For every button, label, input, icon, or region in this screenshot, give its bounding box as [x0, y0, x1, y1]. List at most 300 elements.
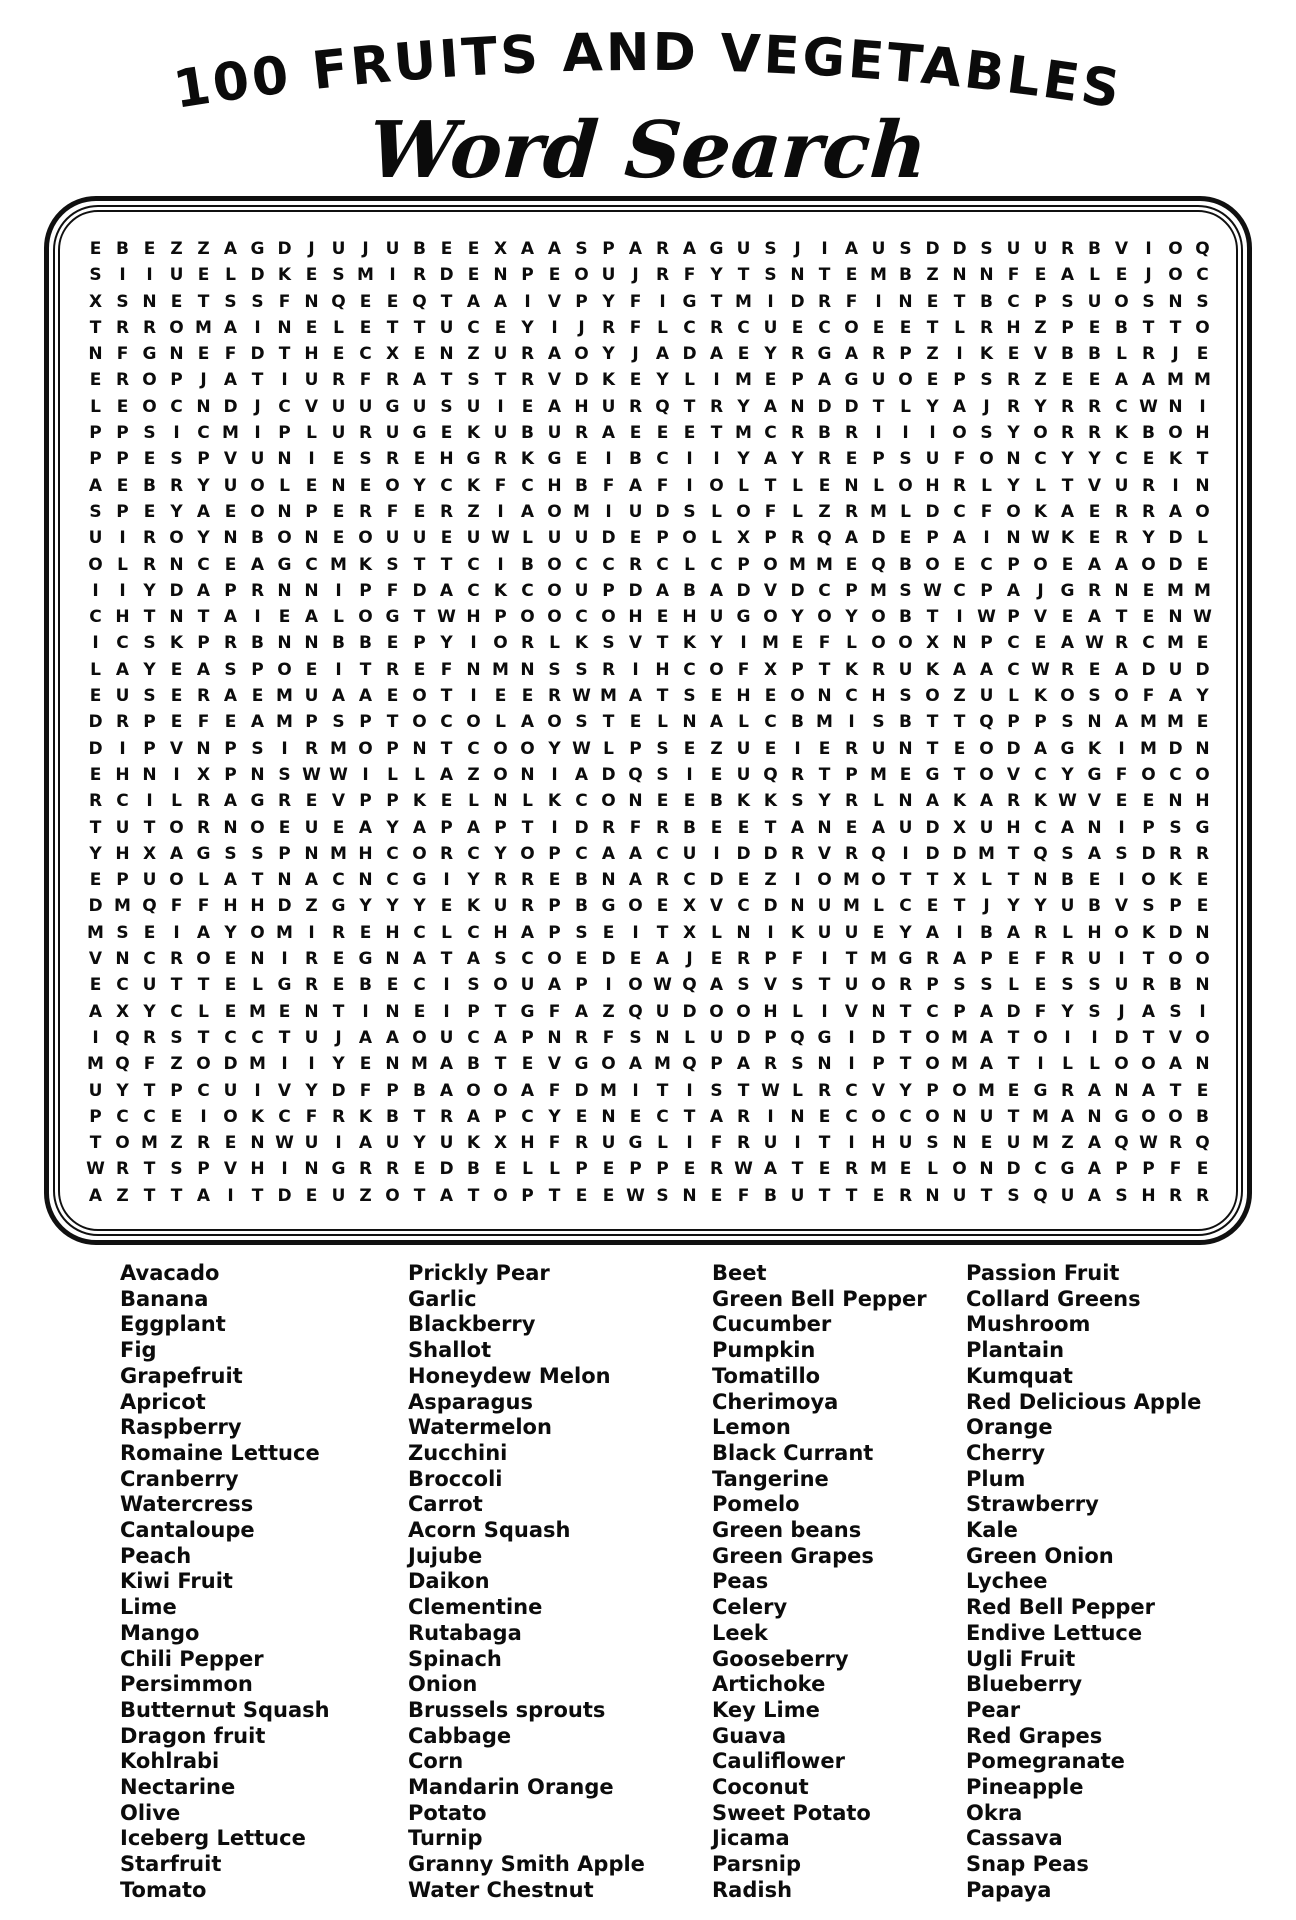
- grid-cell: D: [1006, 738, 1021, 759]
- grid-cell: I: [983, 528, 990, 549]
- grid-cell: E: [332, 501, 345, 522]
- grid-cell: S: [440, 396, 453, 417]
- grid-cell: D: [709, 870, 724, 891]
- grid-cell: D: [817, 396, 832, 417]
- grid-cell: G: [817, 344, 832, 365]
- grid-cell: Y: [1196, 686, 1209, 707]
- grid-cell: S: [575, 922, 588, 943]
- grid-cell: P: [1142, 1159, 1155, 1180]
- grid-cell: C: [953, 580, 966, 601]
- grid-cell: L: [522, 528, 533, 549]
- grid-cell: O: [1195, 501, 1210, 522]
- grid-cell: F: [548, 1001, 561, 1022]
- grid-cell: O: [736, 501, 751, 522]
- grid-cell: O: [1141, 1106, 1156, 1127]
- grid-cell: N: [277, 501, 292, 522]
- grid-cell: R: [817, 291, 832, 312]
- grid-cell: E: [1142, 449, 1155, 470]
- grid-cell: F: [548, 1080, 561, 1101]
- grid-cell: E: [629, 1106, 642, 1127]
- grid-cell: D: [682, 344, 697, 365]
- grid-cell: S: [251, 738, 264, 759]
- grid-cell: O: [493, 738, 508, 759]
- grid-cell: P: [602, 580, 615, 601]
- grid-cell: Z: [1034, 370, 1047, 391]
- grid-cell: Q: [115, 1054, 130, 1075]
- grid-cell: S: [764, 265, 777, 286]
- grid-cell: I: [713, 370, 720, 391]
- grid-cell: C: [575, 843, 588, 864]
- grid-cell: N: [817, 1054, 832, 1075]
- word-item: Leek: [712, 1620, 768, 1645]
- grid-cell: O: [250, 475, 265, 496]
- grid-cell: T: [1196, 449, 1209, 470]
- grid-cell: O: [385, 475, 400, 496]
- grid-cell: N: [277, 580, 292, 601]
- grid-cell: F: [845, 291, 858, 312]
- word-item: Sweet Potato: [712, 1800, 871, 1825]
- grid-cell: O: [628, 896, 643, 917]
- grid-cell: S: [1088, 975, 1101, 996]
- grid-cell: E: [467, 239, 480, 259]
- grid-cell: A: [1168, 1054, 1183, 1075]
- grid-cell: I: [254, 607, 261, 628]
- grid-cell: P: [980, 949, 993, 970]
- grid-cell: J: [632, 265, 639, 286]
- grid-cell: V: [304, 396, 319, 417]
- grid-cell: N: [88, 344, 103, 365]
- grid-cell: V: [763, 580, 778, 601]
- grid-cell: I: [308, 449, 315, 470]
- grid-cell: A: [763, 1159, 778, 1180]
- grid-cell: L: [333, 607, 344, 628]
- grid-cell: R: [790, 423, 805, 444]
- grid-cell: N: [1087, 817, 1102, 838]
- grid-cell: T: [440, 686, 453, 707]
- grid-cell: D: [250, 344, 265, 365]
- word-column-4: [966, 1261, 1251, 1904]
- grid-cell: R: [871, 659, 886, 680]
- grid-cell: L: [306, 423, 317, 444]
- grid-cell: A: [574, 1001, 589, 1022]
- grid-cell: S: [143, 686, 156, 707]
- grid-cell: S: [1061, 975, 1074, 996]
- grid-cell: Q: [871, 843, 886, 864]
- grid-cell: I: [254, 423, 261, 444]
- grid-cell: L: [549, 633, 560, 654]
- grid-cell: O: [1141, 1054, 1156, 1075]
- grid-cell: O: [466, 1080, 481, 1101]
- grid-cell: F: [548, 1133, 561, 1154]
- grid-cell: K: [1033, 791, 1048, 812]
- grid-cell: C: [1034, 817, 1047, 838]
- grid-cell: I: [686, 1080, 693, 1101]
- grid-cell: O: [574, 344, 589, 365]
- grid-cell: T: [656, 633, 669, 654]
- grid-cell: Y: [1007, 475, 1020, 496]
- grid-cell: O: [601, 1054, 616, 1075]
- grid-cell: N: [277, 449, 292, 470]
- grid-cell: Y: [1061, 449, 1074, 470]
- grid-cell: K: [1060, 528, 1075, 549]
- grid-cell: T: [683, 396, 696, 417]
- grid-cell: K: [1033, 686, 1048, 707]
- grid-cell: L: [522, 791, 533, 812]
- grid-cell: C: [1115, 449, 1128, 470]
- grid-cell: Y: [143, 580, 156, 601]
- grid-cell: E: [386, 975, 399, 996]
- grid-cell: G: [1033, 1080, 1048, 1101]
- grid-cell: Y: [710, 265, 723, 286]
- grid-cell: T: [764, 817, 777, 838]
- grid-cell: E: [575, 1106, 588, 1127]
- grid-cell: R: [1060, 396, 1075, 417]
- grid-cell: A: [763, 449, 778, 470]
- grid-cell: L: [873, 896, 884, 917]
- grid-cell: A: [547, 344, 562, 365]
- grid-cell: M: [1167, 370, 1184, 391]
- grid-cell: D: [871, 1027, 886, 1048]
- grid-cell: R: [115, 317, 130, 338]
- grid-cell: L: [90, 659, 101, 680]
- grid-cell: B: [1088, 239, 1101, 259]
- word-item: Snap Peas: [966, 1852, 1089, 1877]
- grid-cell: W: [923, 580, 942, 601]
- grid-cell: E: [332, 449, 345, 470]
- grid-cell: E: [683, 423, 696, 444]
- grid-cell: T: [1007, 1054, 1020, 1075]
- grid-cell: O: [547, 580, 562, 601]
- grid-cell: C: [467, 317, 480, 338]
- grid-cell: C: [1007, 633, 1020, 654]
- grid-cell: E: [224, 501, 237, 522]
- grid-cell: R: [655, 870, 670, 891]
- grid-cell: U: [1114, 475, 1129, 496]
- grid-cell: I: [119, 738, 126, 759]
- grid-cell: U: [871, 239, 886, 259]
- grid-cell: O: [844, 317, 859, 338]
- word-list-section: [0, 1261, 1296, 1916]
- grid-cell: T: [1007, 1106, 1020, 1127]
- grid-cell: Y: [737, 449, 750, 470]
- grid-cell: T: [413, 1106, 426, 1127]
- grid-cell: C: [737, 896, 750, 917]
- grid-cell: R: [817, 1080, 832, 1101]
- grid-cell: B: [575, 475, 588, 496]
- grid-cell: I: [632, 1080, 639, 1101]
- grid-cell: I: [794, 738, 801, 759]
- grid-cell: A: [1033, 738, 1048, 759]
- grid-cell: Z: [602, 1001, 615, 1022]
- grid-cell: N: [1114, 580, 1129, 601]
- grid-cell: N: [439, 344, 454, 365]
- word-item: Cranberry: [120, 1466, 239, 1491]
- grid-cell: R: [520, 344, 535, 365]
- grid-cell: I: [956, 922, 963, 943]
- grid-cell: R: [1006, 370, 1021, 391]
- grid-cell: O: [898, 633, 913, 654]
- grid-cell: M: [330, 738, 347, 759]
- grid-cell: U: [331, 396, 346, 417]
- grid-cell: R: [952, 475, 967, 496]
- grid-cell: Q: [763, 764, 778, 785]
- word-item: Water Chestnut: [408, 1877, 594, 1902]
- grid-cell: U: [223, 475, 238, 496]
- grid-cell: G: [277, 975, 292, 996]
- grid-cell: A: [223, 791, 238, 812]
- grid-cell: T: [737, 1080, 750, 1101]
- grid-cell: P: [521, 1185, 534, 1206]
- grid-cell: A: [1087, 1159, 1102, 1180]
- grid-cell: Y: [89, 843, 102, 864]
- grid-cell: I: [443, 1001, 450, 1022]
- grid-cell: Y: [494, 843, 507, 864]
- grid-cell: E: [899, 764, 912, 785]
- grid-cell: U: [88, 1080, 103, 1101]
- grid-cell: A: [601, 423, 616, 444]
- grid-cell: C: [1034, 449, 1047, 470]
- word-item: Iceberg Lettuce: [120, 1826, 306, 1851]
- puzzle-frame: [44, 196, 1252, 1245]
- grid-cell: M: [654, 1054, 671, 1075]
- grid-cell: X: [115, 1001, 130, 1022]
- grid-cell: R: [844, 791, 859, 812]
- grid-cell: I: [551, 317, 558, 338]
- grid-cell: R: [1168, 843, 1183, 864]
- grid-cell: E: [1142, 607, 1155, 628]
- grid-cell: R: [358, 501, 373, 522]
- grid-cell: T: [899, 1001, 912, 1022]
- grid-cell: C: [413, 975, 426, 996]
- grid-cell: D: [439, 265, 454, 286]
- grid-cell: Y: [899, 1080, 912, 1101]
- grid-cell: A: [1087, 554, 1102, 575]
- word-item: Olive: [120, 1800, 181, 1825]
- grid-cell: A: [223, 686, 238, 707]
- grid-cell: B: [683, 580, 696, 601]
- grid-cell: X: [682, 922, 697, 943]
- grid-cell: O: [1195, 764, 1210, 785]
- grid-cell: C: [278, 1106, 291, 1127]
- grid-cell: U: [898, 659, 913, 680]
- grid-cell: L: [954, 317, 965, 338]
- grid-cell: J: [200, 370, 207, 391]
- grid-cell: G: [142, 344, 157, 365]
- grid-cell: I: [902, 423, 909, 444]
- grid-cell: A: [979, 791, 994, 812]
- grid-cell: E: [1196, 344, 1209, 365]
- grid-cell: L: [738, 712, 749, 733]
- grid-cell: E: [440, 896, 453, 917]
- grid-cell: O: [412, 843, 427, 864]
- grid-cell: I: [686, 449, 693, 470]
- grid-cell: M: [222, 423, 239, 444]
- grid-cell: P: [116, 423, 129, 444]
- grid-cell: P: [1007, 607, 1020, 628]
- grid-cell: M: [735, 423, 752, 444]
- grid-cell: X: [142, 843, 157, 864]
- grid-cell: M: [141, 1133, 158, 1154]
- grid-cell: E: [224, 1001, 237, 1022]
- grid-cell: A: [628, 870, 643, 891]
- grid-cell: G: [898, 949, 913, 970]
- grid-cell: H: [1087, 922, 1102, 943]
- grid-cell: D: [574, 817, 589, 838]
- grid-cell: Y: [467, 870, 480, 891]
- grid-cell: N: [790, 896, 805, 917]
- grid-cell: U: [412, 396, 427, 417]
- grid-cell: V: [817, 843, 832, 864]
- grid-cell: U: [358, 396, 373, 417]
- grid-cell: C: [818, 317, 831, 338]
- grid-cell: C: [926, 1001, 939, 1022]
- grid-cell: Y: [899, 922, 912, 943]
- grid-cell: T: [926, 317, 939, 338]
- grid-cell: D: [1006, 1001, 1021, 1022]
- grid-cell: M: [843, 870, 860, 891]
- grid-cell: S: [575, 239, 588, 259]
- grid-cell: N: [898, 291, 913, 312]
- grid-cell: A: [358, 1133, 373, 1154]
- grid-cell: U: [1087, 291, 1102, 312]
- grid-cell: S: [1142, 896, 1155, 917]
- word-item: Pineapple: [966, 1775, 1084, 1800]
- word-item: Brussels sprouts: [408, 1697, 606, 1722]
- grid-cell: G: [250, 239, 265, 259]
- grid-cell: E: [170, 659, 183, 680]
- grid-cell: N: [1087, 712, 1102, 733]
- word-item: Lychee: [966, 1569, 1048, 1594]
- grid-cell: O: [520, 607, 535, 628]
- grid-cell: C: [845, 686, 858, 707]
- grid-cell: U: [952, 1185, 967, 1206]
- grid-cell: C: [1034, 1159, 1047, 1180]
- grid-cell: W: [572, 686, 591, 707]
- grid-cell: E: [845, 265, 858, 286]
- grid-cell: U: [466, 396, 481, 417]
- grid-cell: R: [88, 791, 103, 812]
- grid-cell: E: [305, 1185, 318, 1206]
- grid-cell: U: [331, 1185, 346, 1206]
- word-item: Okra: [966, 1800, 1023, 1825]
- grid-cell: C: [899, 1106, 912, 1127]
- grid-cell: A: [1114, 712, 1129, 733]
- grid-cell: D: [1168, 922, 1183, 943]
- grid-cell: U: [304, 370, 319, 391]
- grid-cell: J: [983, 396, 990, 417]
- grid-cell: E: [1061, 370, 1074, 391]
- grid-cell: K: [277, 265, 292, 286]
- grid-cell: L: [792, 1080, 803, 1101]
- grid-cell: V: [1168, 1027, 1183, 1048]
- word-item: Peas: [712, 1569, 769, 1594]
- grid-cell: A: [925, 922, 940, 943]
- grid-cell: J: [983, 896, 990, 917]
- title-text: 100 FRUITS AND VEGETABLES: [169, 22, 1127, 121]
- word-item: Spinach: [408, 1646, 502, 1671]
- word-item: Green Onion: [966, 1543, 1114, 1568]
- grid-cell: Z: [764, 870, 777, 891]
- grid-cell: C: [656, 554, 669, 575]
- grid-cell: E: [764, 370, 777, 391]
- grid-cell: U: [115, 817, 130, 838]
- grid-cell: S: [980, 423, 993, 444]
- grid-cell: E: [89, 686, 102, 707]
- grid-cell: O: [601, 607, 616, 628]
- grid-cell: E: [251, 686, 264, 707]
- grid-cell: N: [655, 1027, 670, 1048]
- grid-cell: A: [1087, 607, 1102, 628]
- word-item: Papaya: [966, 1877, 1052, 1902]
- grid-cell: L: [684, 370, 695, 391]
- word-item: Avacado: [120, 1260, 220, 1285]
- grid-cell: I: [362, 1001, 369, 1022]
- grid-cell: F: [1169, 1159, 1182, 1180]
- word-item: Turnip: [408, 1826, 483, 1851]
- grid-cell: R: [601, 659, 616, 680]
- grid-cell: A: [763, 396, 778, 417]
- grid-cell: A: [493, 1027, 508, 1048]
- grid-cell: M: [870, 1159, 887, 1180]
- grid-cell: Y: [1007, 896, 1020, 917]
- grid-cell: L: [522, 1159, 533, 1180]
- grid-cell: I: [929, 423, 936, 444]
- grid-cell: A: [979, 1001, 994, 1022]
- grid-cell: F: [1007, 265, 1020, 286]
- grid-cell: H: [1195, 423, 1210, 444]
- grid-cell: T: [845, 949, 858, 970]
- grid-cell: P: [791, 659, 804, 680]
- grid-cell: T: [494, 1054, 507, 1075]
- grid-cell: E: [1088, 528, 1101, 549]
- grid-cell: E: [224, 949, 237, 970]
- grid-cell: C: [1115, 396, 1128, 417]
- grid-cell: A: [979, 659, 994, 680]
- grid-cell: I: [254, 317, 261, 338]
- grid-cell: W: [1031, 528, 1050, 549]
- grid-cell: P: [1034, 291, 1047, 312]
- grid-cell: I: [92, 580, 99, 601]
- grid-cell: Y: [818, 791, 831, 812]
- grid-cell: P: [224, 738, 237, 759]
- grid-cell: A: [1006, 580, 1021, 601]
- grid-cell: C: [467, 843, 480, 864]
- grid-cell: K: [169, 633, 184, 654]
- grid-cell: H: [250, 1159, 265, 1180]
- grid-cell: M: [1167, 712, 1184, 733]
- grid-cell: D: [1114, 1027, 1129, 1048]
- grid-cell: E: [170, 712, 183, 733]
- grid-cell: C: [845, 1080, 858, 1101]
- grid-cell: T: [980, 1185, 993, 1206]
- grid-cell: Y: [170, 501, 183, 522]
- grid-cell: I: [119, 528, 126, 549]
- grid-cell: E: [980, 1133, 993, 1154]
- grid-cell: P: [791, 370, 804, 391]
- grid-cell: O: [412, 712, 427, 733]
- grid-cell: N: [385, 1001, 400, 1022]
- grid-cell: O: [142, 370, 157, 391]
- word-item: Onion: [408, 1672, 478, 1697]
- word-column-1: [120, 1261, 405, 1904]
- grid-cell: T: [1007, 843, 1020, 864]
- grid-cell: R: [223, 633, 238, 654]
- grid-cell: P: [737, 554, 750, 575]
- grid-cell: T: [386, 712, 399, 733]
- grid-cell: N: [1195, 475, 1210, 496]
- grid-cell: H: [115, 764, 130, 785]
- grid-cell: U: [898, 817, 913, 838]
